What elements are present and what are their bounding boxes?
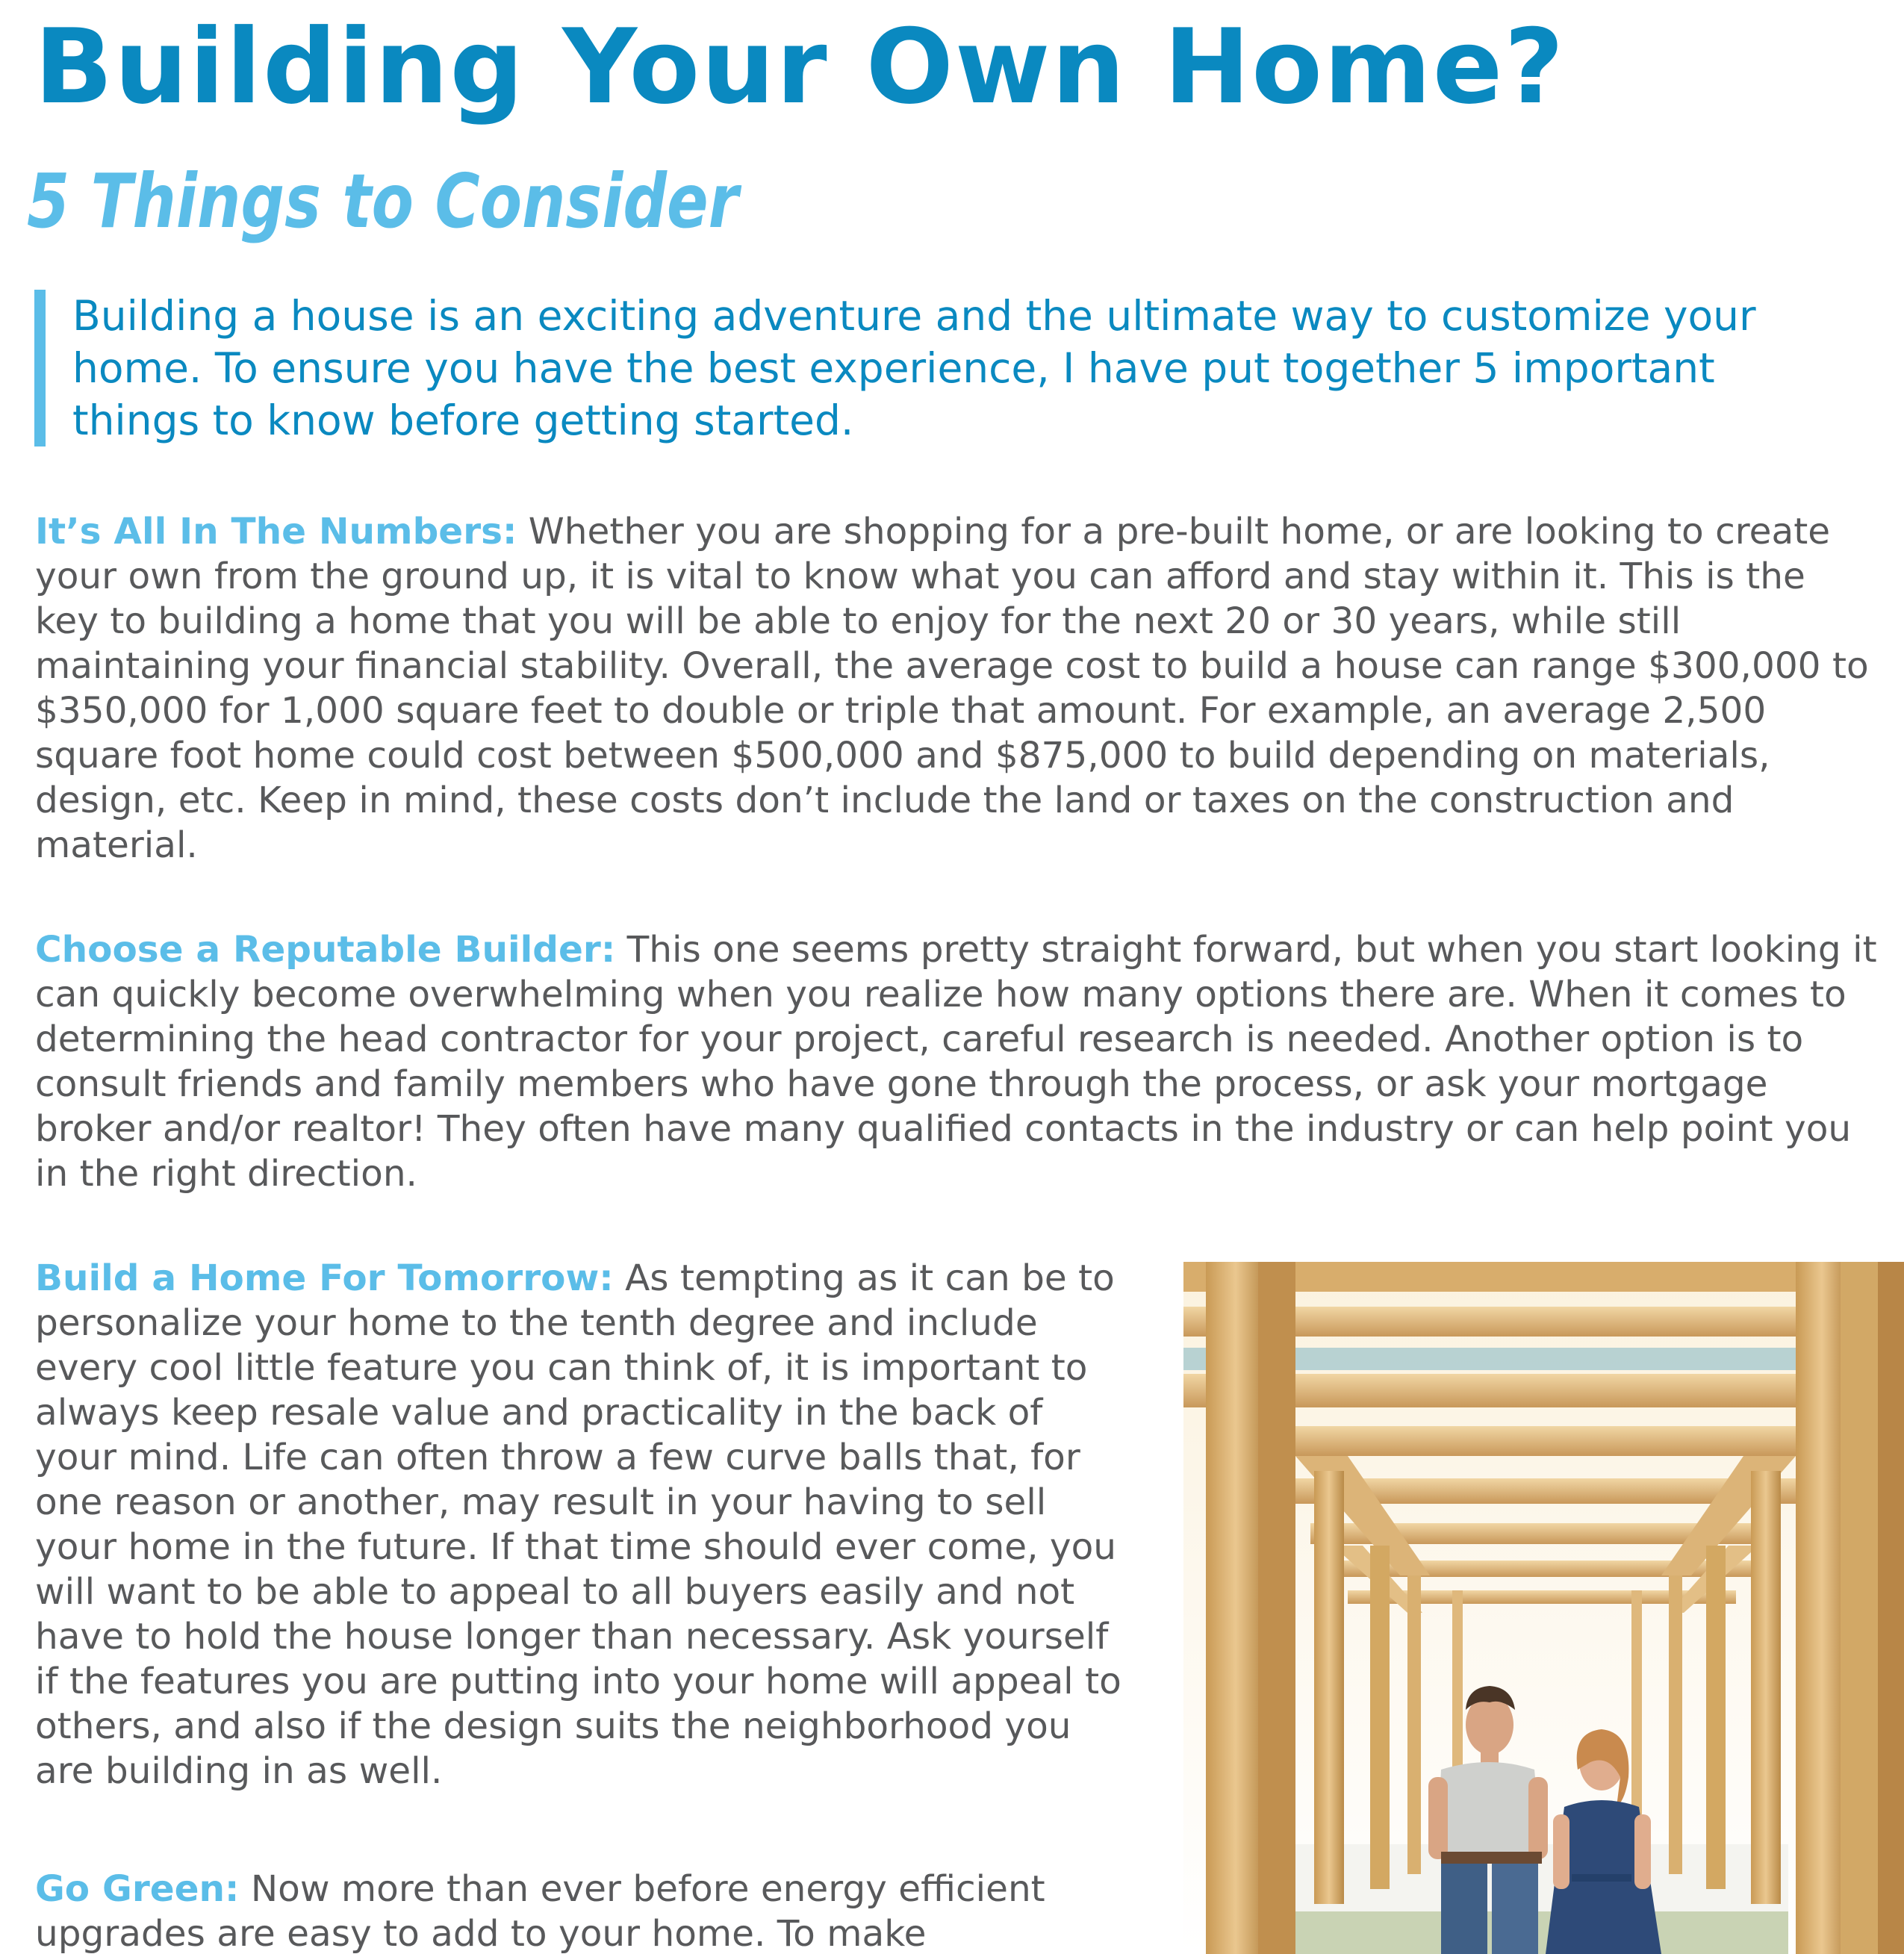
section-builder: [35, 927, 1879, 1196]
page-title: Building Your Own Home?: [34, 7, 1566, 127]
section-body: This one seems pretty straight forward, but when you start looking it can quickly become overwhelming when you realize how many options there are. When it comes to determining the head contractor for your project, careful research is needed. Another option is to consult friends and family members who have gone through the process, or ask your mortgage broker and/or realtor! They often have many qualified contacts in the industry or can help point you in the right direction.: [35, 929, 1877, 1195]
section-go-green: [35, 1867, 1125, 1954]
section-body: Whether you are shopping for a pre-built home, or are looking to create your own from the ground up, it is vital to know what you can afford and stay within it. This is the key to building a home that you will be able to enjoy for the next 20 or 30 years, while still maintaining your financial stability. Overall, the average cost to build a house can range $300,000 to $350,000 for 1,000 square feet to double or triple that amount. For example, an average 2,500 square foot home could cost between $500,000 and $875,000 to build depending on materials, design, etc. Keep in mind, these costs don’t include the land or taxes on the construction and material.: [35, 511, 1869, 866]
section-numbers: [35, 509, 1879, 868]
page-subtitle: 5 Things to Consider: [27, 158, 739, 245]
section-tomorrow: [35, 1256, 1125, 1793]
section-body: Now more than ever before energy efficient upgrades are easy to add to your home. To make: [35, 1868, 1045, 1954]
section-heading: Go Green:: [35, 1868, 240, 1910]
section-heading: Choose a Reputable Builder:: [35, 929, 616, 971]
intro-callout: [34, 290, 1826, 447]
couple-construction-photo: [1183, 1262, 1904, 1954]
intro-text: Building a house is an exciting adventure and the ultimate way to customize your home. To ensure you have the best experience, I have put together 5 important things to know before getting started.: [72, 292, 1756, 444]
section-heading: It’s All In The Numbers:: [35, 511, 517, 553]
photo-illustration: [1183, 1262, 1904, 1954]
section-body: As tempting as it can be to personalize your home to the tenth degree and include every cool little feature you can think of, it is important to always keep resale value and practicality in the back of your mind. Life can often throw a few curve balls that, for one reason or another, may result in your having to sell your home in the future. If that time should ever come, you will want to be able to appeal to all buyers easily and not have to hold the house longer than necessary. Ask yourself if the features you are putting into your home will appeal to others, and also if the design suits the neighborhood you are building in as well.: [35, 1257, 1121, 1792]
section-heading: Build a Home For Tomorrow:: [35, 1257, 614, 1299]
